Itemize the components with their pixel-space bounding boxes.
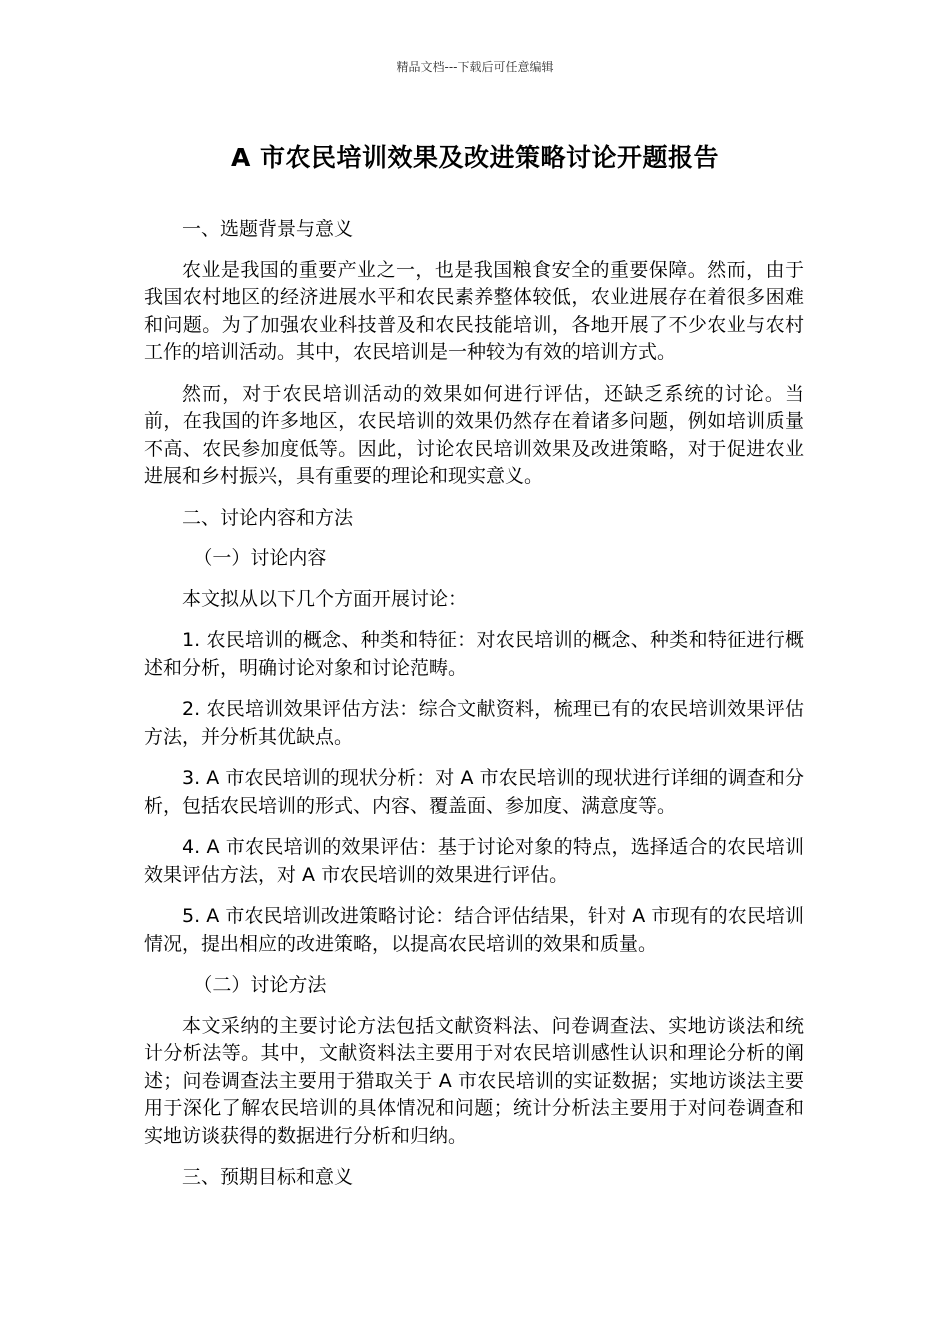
section-3-heading: 三、预期目标和意义: [182, 1166, 354, 1188]
list-item: 2. 农民培训效果评估方法：综合文献资料，梳理已有的农民培训效果评估方法，并分析其优缺点。: [144, 698, 804, 748]
section-2-heading: 二、讨论内容和方法: [182, 506, 354, 529]
section-1-heading: 一、选题背景与意义: [182, 218, 354, 240]
list-item: 5. A 市农民培训改进策略讨论：结合评估结果，针对 A 市现有的农民培训情况，提出相应的改进策略，以提高农民培训的效果和质量。: [144, 905, 804, 955]
section-2-intro: 本文拟从以下几个方面开展讨论：: [182, 587, 468, 610]
document-title: A 市农民培训效果及改进策略讨论开题报告: [230, 143, 720, 172]
section-1-paragraph-1: 农业是我国的重要产业之一，也是我国粮食安全的重要保障。然而，由于我国农村地区的经济进展水平和农民素养整体较低，农业进展存在着很多困难和问题。为了加强农业科技普及和农民技能培训，各地开展了不少农业与农村工作的培训活动。其中，农民培训是一种较为有效的培训方式。: [144, 258, 804, 363]
section-2-subheading-content: （一）讨论内容: [193, 547, 327, 569]
list-item: 4. A 市农民培训的效果评估：基于讨论对象的特点，选择适合的农民培训效果评估方法，对 A 市农民培训的效果进行评估。: [144, 836, 804, 886]
list-item: 3. A 市农民培训的现状分析：对 A 市农民培训的现状进行详细的调查和分析，包括农民培训的形式、内容、覆盖面、参加度、满意度等。: [144, 767, 804, 817]
document-body: [144, 216, 804, 1205]
list-item: 1. 农民培训的概念、种类和特征：对农民培训的概念、种类和特征进行概述和分析，明确讨论对象和讨论范畴。: [144, 629, 804, 679]
section-2-subheading-methods: （二）讨论方法: [193, 974, 327, 996]
header-note: 精品文档---下载后可任意编辑: [396, 60, 554, 74]
section-2-methods-paragraph: 本文采纳的主要讨论方法包括文献资料法、问卷调查法、实地访谈法和统计分析法等。其中，文献资料法主要用于对农民培训感性认识和理论分析的阐述；问卷调查法主要用于猎取关于 A 市农民培训的实证数据；实地访谈法主要用于深化了解农民培训的具体情况和问题；统计分析法主要用于对问卷调查和实地访谈获得的数据进行分析和归纳。: [144, 1014, 804, 1147]
section-1-paragraph-2: 然而，对于农民培训活动的效果如何进行评估，还缺乏系统的讨论。当前，在我国的许多地区，农民培训的效果仍然存在着诸多问题，例如培训质量不高、农民参加度低等。因此，讨论农民培训效果及改进策略，对于促进农业进展和乡村振兴，具有重要的理论和现实意义。: [144, 382, 804, 487]
